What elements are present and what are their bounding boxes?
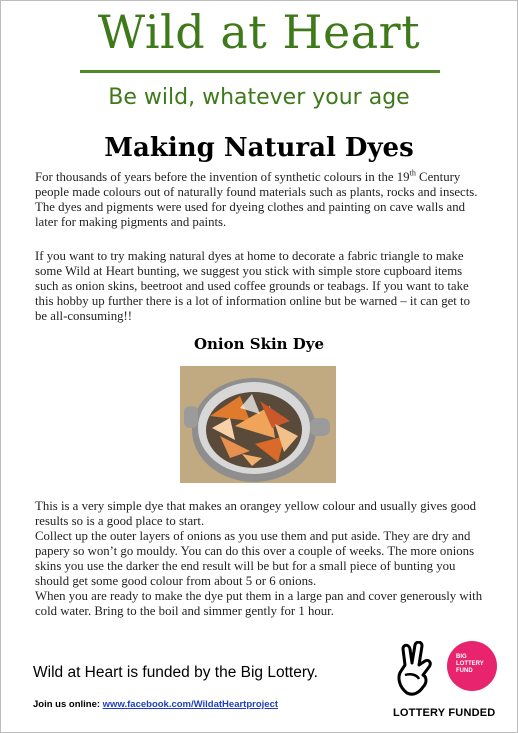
paragraph-2: If you want to try making natural dyes at home to decorate a fabric triangle to make some Wild at Heart bunting, we suggest you stick with simple store cupboard items such as onion skins, beetroot and used coffee grounds or teabags. If you want to take this hobby up further there is a lot of information online but be warned – it can get to be all-consuming!! [35,249,470,323]
facebook-link[interactable]: www.facebook.com/WildatHeartproject [102,699,279,710]
step-2: Collect up the outer layers of onions as you use them and put aside. They are dry and papery so won’t go mouldy. You can do this over a couple of weeks. The more onions skins you use the darker the end result will be but for a small piece of bunting you should get some good colour from about 5 or 6 onions. [35,529,475,588]
join-label: Join us online: [33,699,103,710]
tagline: Be wild, whatever your age [108,85,410,110]
step-1: This is a very simple dye that makes an orangey yellow colour and usually gives good results so is a good place to start. [35,499,477,528]
join-online [33,699,278,710]
intro-superscript: th [409,168,416,178]
lottery-crossed-fingers-icon [393,641,437,699]
intro-paragraph [35,170,483,230]
intro-text-start: For thousands of years before the invention of synthetic colours in the 19 [35,170,410,184]
article-heading: Making Natural Dyes [104,133,414,163]
onion-skins-pot-photo [180,366,336,483]
instructions [35,499,483,619]
intro-text-end: Century people made colours out of naturally found materials such as plants, rocks and insects. The dyes and pigments were used for dyeing clothes and painting on cave walls and later for making pigments and paints. [35,170,478,229]
funding-statement: Wild at Heart is funded by the Big Lottery. [33,664,318,681]
page-title: Wild at Heart [97,5,421,59]
lottery-funded-caption: LOTTERY FUNDED [393,707,496,719]
title-divider [80,70,440,73]
big-lottery-fund-logo [447,641,497,691]
section-subheading: Onion Skin Dye [193,335,325,353]
step-3: When you are ready to make the dye put them in a large pan and cover generously with cold water. Bring to the boil and simmer gently for 1 hour. [35,589,483,618]
logo-circle-text: BIG LOTTERY FUND [456,654,484,674]
